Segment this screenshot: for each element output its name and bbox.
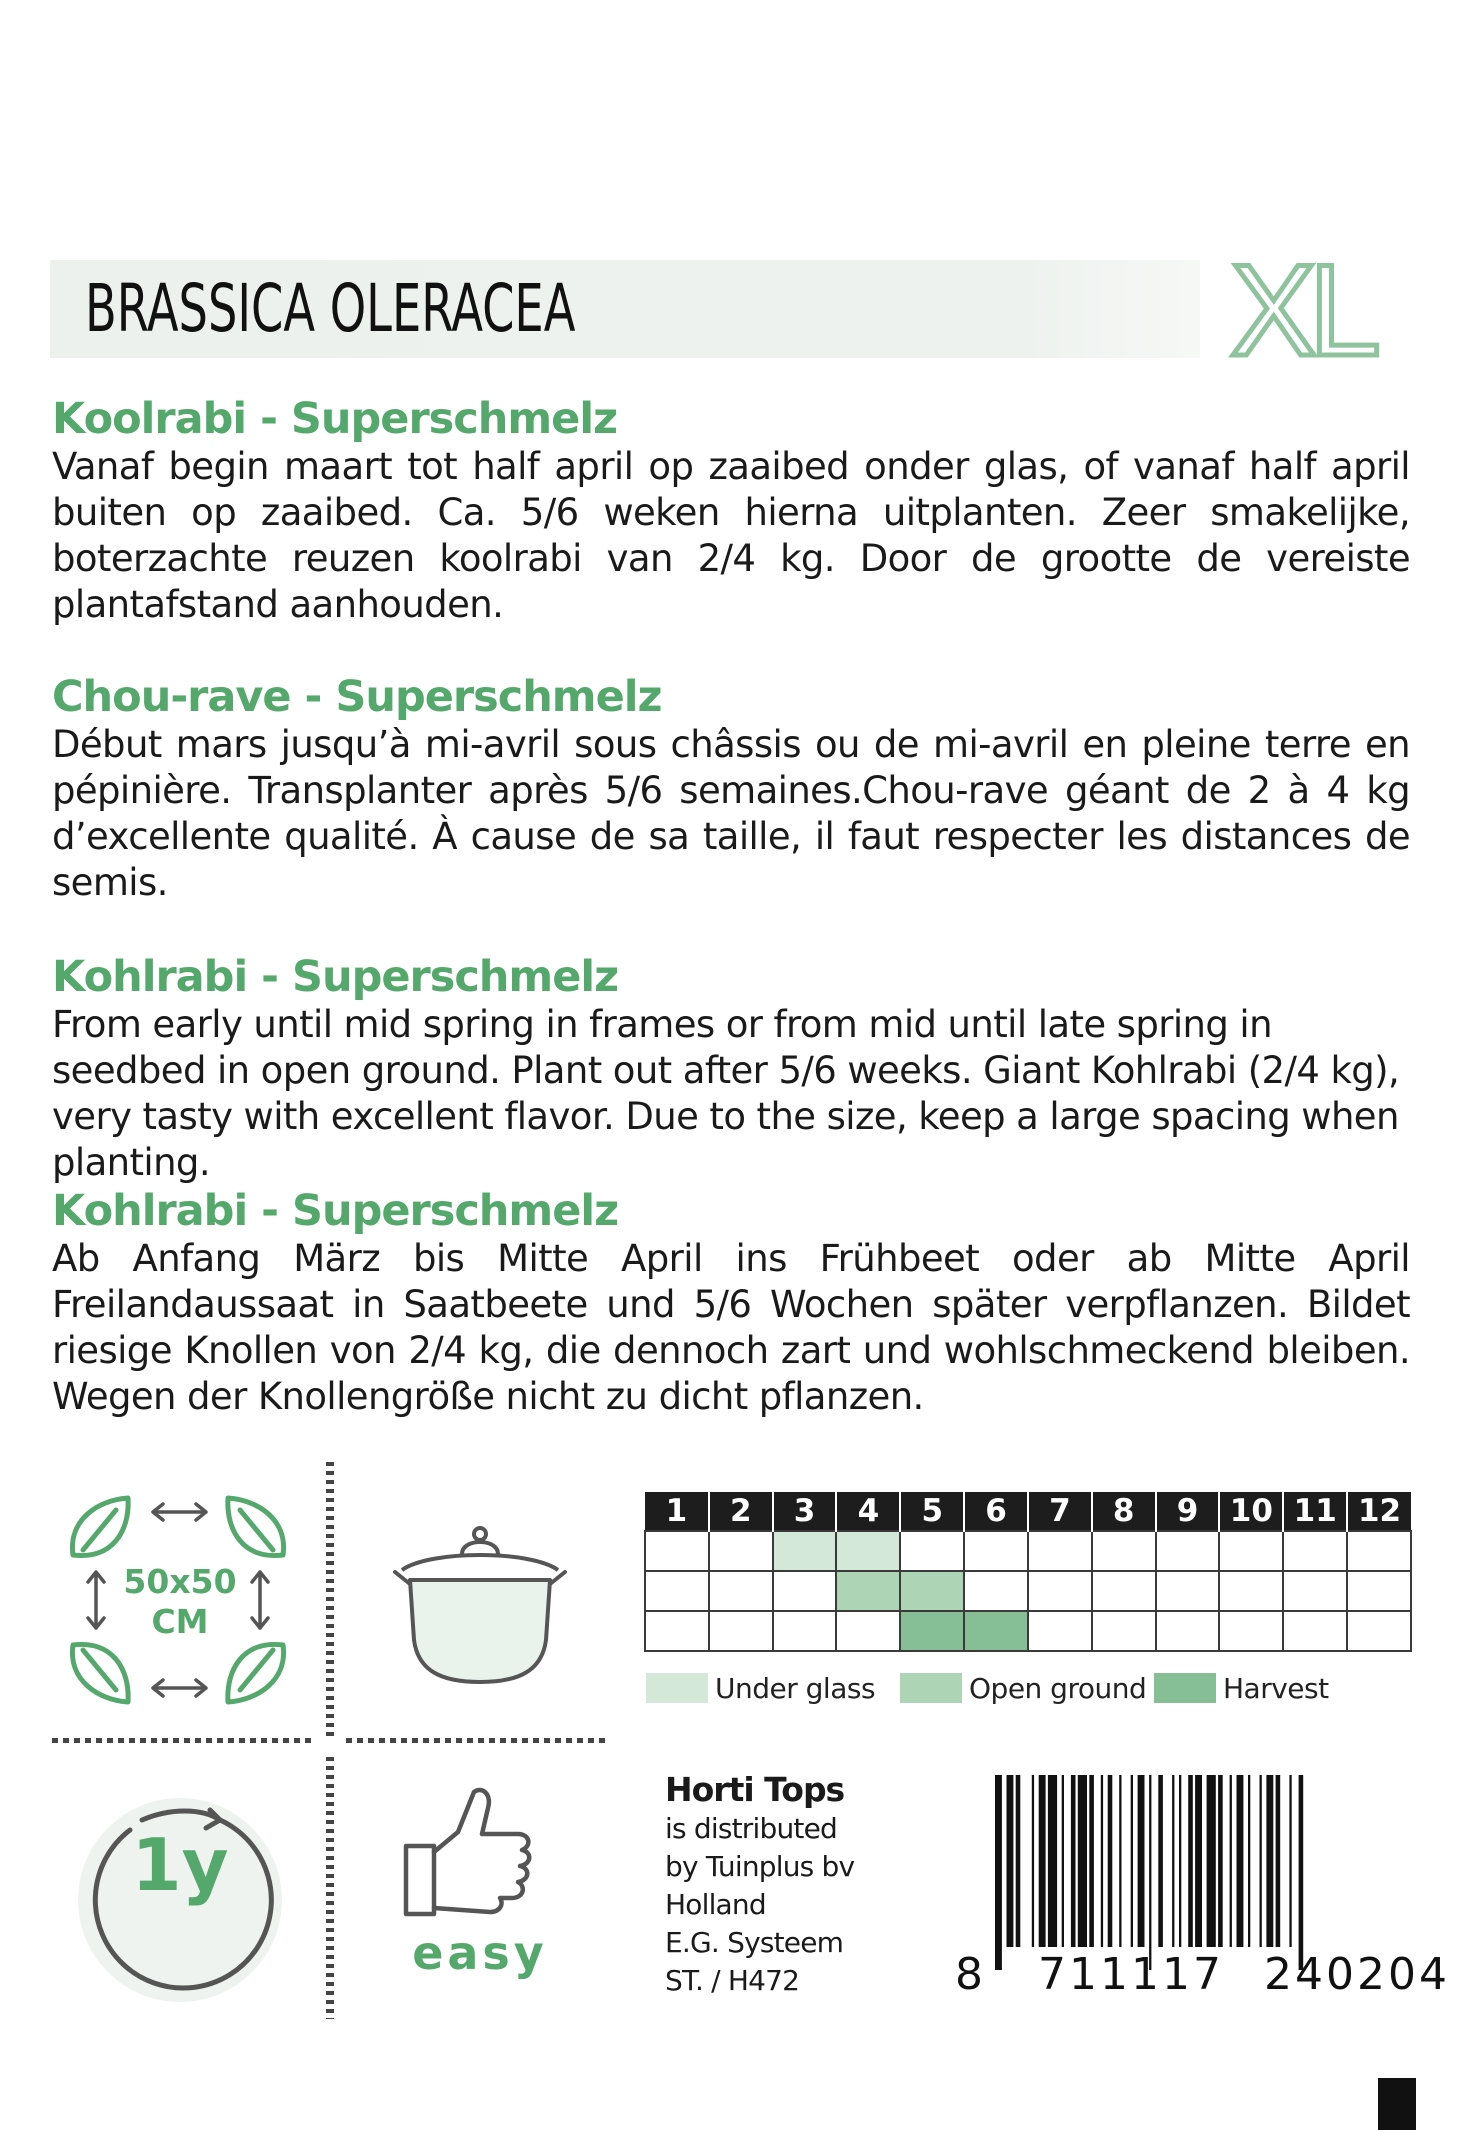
- calendar-cell: [1156, 1571, 1220, 1611]
- calendar-cell: [900, 1571, 964, 1611]
- calendar-cell: [836, 1611, 900, 1651]
- description-title: Chou-rave - Superschmelz: [52, 672, 662, 722]
- barcode-bar: [1016, 1775, 1021, 1947]
- calendar-cell: [900, 1611, 964, 1651]
- barcode-bar: [1188, 1775, 1193, 1947]
- barcode-bar: [1179, 1775, 1181, 1947]
- divider-vertical: [326, 1757, 334, 2019]
- calendar-cell: [836, 1531, 900, 1571]
- calendar-cell: [1092, 1611, 1156, 1651]
- calendar-month-1: 1: [645, 1492, 709, 1531]
- barcode-bar: [1007, 1775, 1014, 1947]
- calendar-cell: [900, 1531, 964, 1571]
- cycle-label: 1y: [131, 1823, 229, 1907]
- calendar-cell: [645, 1571, 709, 1611]
- calendar-month-12: 12: [1347, 1492, 1411, 1531]
- description-title: Koolrabi - Superschmelz: [52, 394, 618, 444]
- calendar-row-open-ground: [645, 1571, 1411, 1611]
- calendar-month-2: 2: [709, 1492, 773, 1531]
- calendar-cell: [709, 1611, 773, 1651]
- calendar-cell: [1347, 1611, 1411, 1651]
- barcode-bar: [1195, 1775, 1202, 1947]
- barcode-bar: [1149, 1775, 1151, 1970]
- description-body: Début mars jusqu’à mi-avril sous châssis ou de mi-avril en pleine terre en pépinière. Transplanter après 5/6 semaines.Chou-rave géant de 2 à 4 kg d’excellente qualité. À cause de sa taille, il faut respecter les distances de semis.: [52, 723, 1410, 904]
- legend-label: Harvest: [1223, 1672, 1329, 1705]
- calendar-cell: [964, 1611, 1028, 1651]
- description-french: [52, 672, 1410, 906]
- barcode-bar: [1266, 1775, 1273, 1947]
- distributor-line: is distributed: [665, 1812, 837, 1845]
- description-english: [52, 952, 1410, 1186]
- barcode-bar: [1158, 1775, 1163, 1947]
- distributor-line: ST. / H472: [665, 1964, 800, 1997]
- divider-horizontal: [346, 1738, 610, 1743]
- calendar-month-row: [645, 1492, 1411, 1531]
- barcode-bar: [1299, 1775, 1304, 1970]
- barcode-bar: [1237, 1775, 1244, 1947]
- spacing-value: 50x50: [123, 1562, 237, 1601]
- sowing-calendar: [644, 1492, 1412, 1652]
- calendar-row-under-glass: [645, 1531, 1411, 1571]
- calendar-month-6: 6: [964, 1492, 1028, 1531]
- barcode-bar: [1138, 1775, 1145, 1947]
- calendar-month-3: 3: [773, 1492, 837, 1531]
- distributor-line: by Tuinplus bv: [665, 1850, 855, 1883]
- calendar-cell: [773, 1571, 837, 1611]
- calendar-cell: [1283, 1611, 1347, 1651]
- calendar-month-10: 10: [1219, 1492, 1283, 1531]
- calendar-table: [644, 1492, 1412, 1652]
- calendar-cell: [773, 1531, 837, 1571]
- barcode-bar: [1207, 1775, 1216, 1947]
- legend-label: Under glass: [715, 1672, 876, 1705]
- calendar-month-5: 5: [900, 1492, 964, 1531]
- barcode-digits-right: 240204: [1263, 1949, 1450, 2000]
- barcode-bar: [1108, 1775, 1113, 1947]
- legend-swatch-open-ground: [900, 1673, 962, 1703]
- calendar-cell: [709, 1531, 773, 1571]
- barcode-bar: [1089, 1775, 1094, 1947]
- barcode-bar: [1071, 1775, 1076, 1947]
- calendar-cell: [1219, 1571, 1283, 1611]
- barcode-digit-first: 8: [955, 1949, 986, 2000]
- calendar-cell: [773, 1611, 837, 1651]
- calendar-month-8: 8: [1092, 1492, 1156, 1531]
- calendar-month-7: 7: [1028, 1492, 1092, 1531]
- barcode-bar: [1289, 1775, 1291, 1947]
- barcode-bar: [1062, 1775, 1064, 1947]
- calendar-body: [645, 1531, 1411, 1651]
- description-body: Ab Anfang März bis Mitte April ins Frühbeet oder ab Mitte April Freilandaussaat in Saatbeete und 5/6 Wochen später verpflanzen. Bildet riesige Knollen von 2/4 kg, die dennoch zart und wohlschmeckend bleiben. Wegen der Knollengröße nicht zu dicht pflanzen.: [52, 1237, 1410, 1418]
- barcode-digits-left: 711117: [1038, 1949, 1224, 2000]
- brand-name: Horti Tops: [665, 1770, 845, 1809]
- calendar-cell: [836, 1571, 900, 1611]
- calendar-cell: [1028, 1571, 1092, 1611]
- calendar-month-4: 4: [836, 1492, 900, 1531]
- barcode-icon: [995, 1775, 1415, 1970]
- calendar-month-11: 11: [1283, 1492, 1347, 1531]
- calendar-cell: [709, 1571, 773, 1611]
- distributor-line: Holland: [665, 1888, 766, 1921]
- description-dutch: [52, 394, 1410, 628]
- calendar-cell: [1028, 1611, 1092, 1651]
- calendar-cell: [645, 1611, 709, 1651]
- legend-swatch-harvest: [1154, 1673, 1216, 1703]
- barcode-bar: [1119, 1775, 1121, 1947]
- description-body: Vanaf begin maart tot half april op zaaibed onder glas, of vanaf half april buiten op zaaibed. Ca. 5/6 weken hierna uitplanten. Zeer smakelijke, boterzachte reuzen koolrabi van 2/4 kg. Door de grootte de vereiste plantafstand aanhouden.: [52, 445, 1410, 626]
- barcode-bar: [995, 1775, 1002, 1970]
- barcode-bar: [1048, 1775, 1057, 1947]
- barcode-bar: [1172, 1775, 1174, 1947]
- barcode-bar: [1276, 1775, 1281, 1947]
- thumbs-up-icon: [400, 1780, 540, 1930]
- size-badge: XL: [1230, 237, 1374, 383]
- calendar-cell: [1347, 1531, 1411, 1571]
- calendar-cell: [1156, 1531, 1220, 1571]
- cooking-pot-icon: [380, 1510, 580, 1690]
- barcode-bar: [1078, 1775, 1087, 1947]
- difficulty-label: easy: [412, 1926, 548, 1980]
- calendar-cell: [1283, 1531, 1347, 1571]
- barcode-digits: [955, 1949, 1450, 2000]
- barcode-bar: [1101, 1775, 1103, 1947]
- calendar-cell: [1347, 1571, 1411, 1611]
- legend-label: Open ground: [969, 1672, 1147, 1705]
- calendar-cell: [1092, 1531, 1156, 1571]
- calendar-cell: [1219, 1531, 1283, 1571]
- barcode-bar: [1039, 1775, 1046, 1947]
- barcode-bar: [1032, 1775, 1034, 1947]
- calendar-cell: [1219, 1611, 1283, 1651]
- calendar-cell: [1092, 1571, 1156, 1611]
- print-registration-mark: [1378, 2078, 1416, 2130]
- calendar-cell: [964, 1571, 1028, 1611]
- description-title: Kohlrabi - Superschmelz: [52, 952, 619, 1002]
- spacing-unit: CM: [151, 1602, 209, 1641]
- calendar-cell: [1028, 1531, 1092, 1571]
- calendar-cell: [645, 1531, 709, 1571]
- barcode-bar: [1248, 1775, 1250, 1947]
- calendar-row-harvest: [645, 1611, 1411, 1651]
- barcode-bar: [1230, 1775, 1232, 1947]
- description-german: [52, 1186, 1410, 1420]
- calendar-cell: [964, 1531, 1028, 1571]
- description-body: From early until mid spring in frames or from mid until late spring in seedbed in open ground. Plant out after 5/6 weeks. Giant Kohlrabi (2/4 kg), very tasty with excellent flavor. Due to the size, keep a large spacing when planting.: [52, 1003, 1400, 1184]
- distributor-line: E.G. Systeem: [665, 1926, 844, 1959]
- barcode-bar: [1218, 1775, 1223, 1947]
- divider-horizontal: [52, 1738, 316, 1743]
- calendar-cell: [1156, 1611, 1220, 1651]
- barcode-bar: [1260, 1775, 1262, 1947]
- calendar-month-9: 9: [1156, 1492, 1220, 1531]
- description-title: Kohlrabi - Superschmelz: [52, 1186, 619, 1236]
- calendar-cell: [1283, 1571, 1347, 1611]
- divider-vertical: [326, 1462, 334, 1737]
- latin-name: BRASSICA OLERACEA: [85, 270, 576, 347]
- legend-swatch-under-glass: [646, 1673, 708, 1703]
- barcode-bar: [1131, 1775, 1133, 1947]
